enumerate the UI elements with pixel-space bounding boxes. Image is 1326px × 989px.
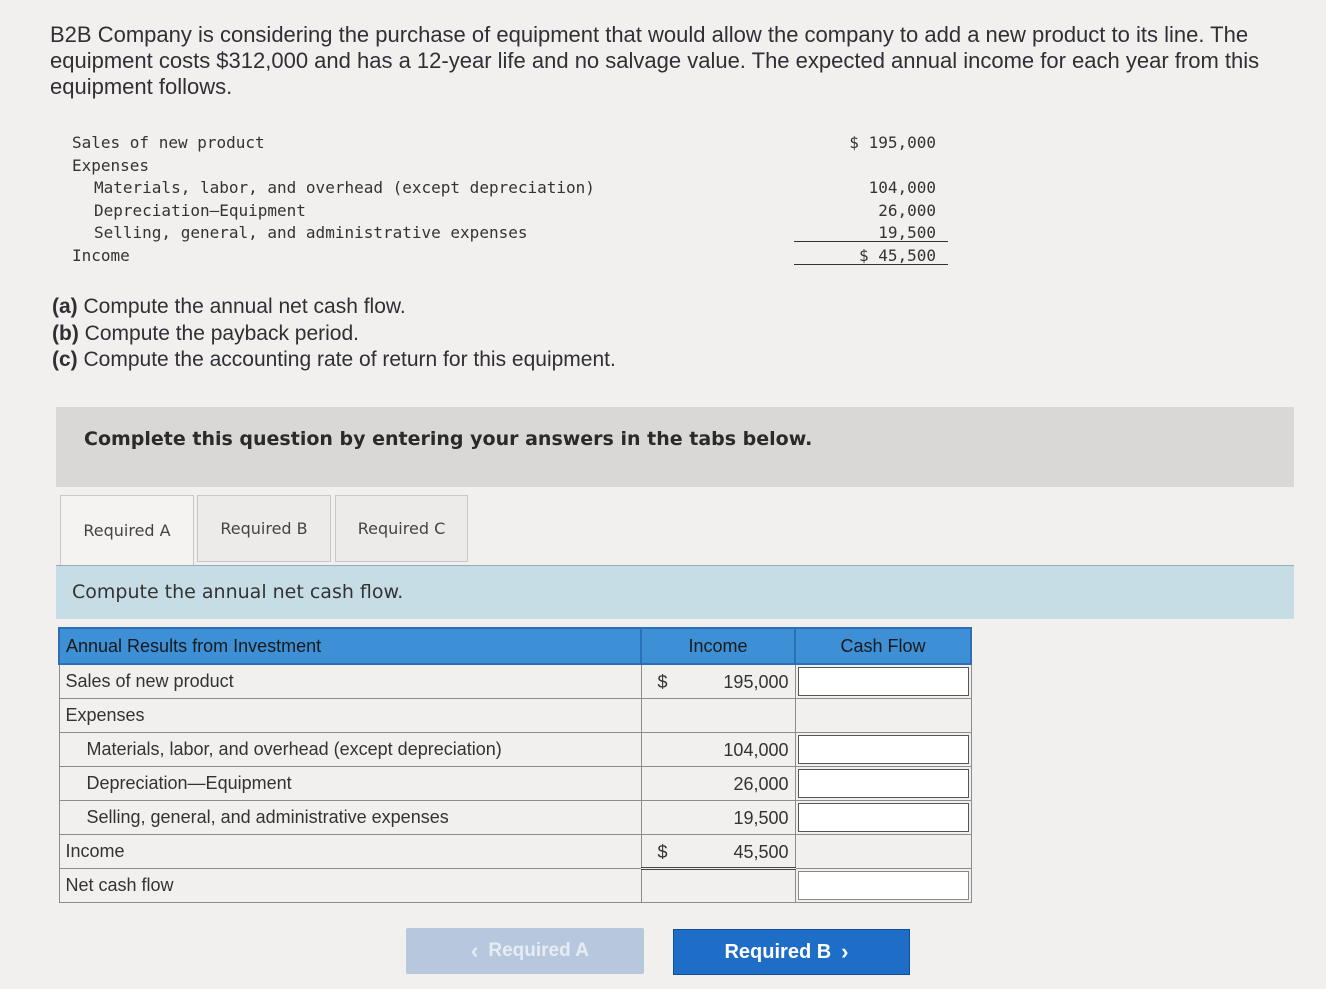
panel-heading-bar xyxy=(56,565,1294,619)
statement-total-rule xyxy=(794,264,948,265)
question-b xyxy=(52,321,616,348)
question-c xyxy=(52,347,616,374)
row-label: Income xyxy=(59,834,641,868)
income-cell xyxy=(641,834,795,868)
question-list xyxy=(52,294,616,374)
income-statement xyxy=(72,132,952,267)
cash-flow-cell xyxy=(795,664,971,698)
income-value: 45,500 xyxy=(733,841,789,862)
cash-flow-cell xyxy=(795,868,971,902)
income-cell xyxy=(641,766,795,800)
row-label: Depreciation—Equipment xyxy=(59,766,641,800)
cash-flow-cell xyxy=(795,800,971,834)
cash-flow-input-sales[interactable] xyxy=(798,667,969,696)
cash-flow-input-net[interactable] xyxy=(798,871,969,900)
instructions-banner xyxy=(56,407,1294,487)
question-a-letter: (a) xyxy=(52,295,78,318)
table-row xyxy=(59,766,971,800)
income-value: 104,000 xyxy=(723,739,789,760)
tab-required-a[interactable]: Required A xyxy=(60,495,194,565)
prev-button-label: Required A xyxy=(488,940,589,961)
statement-depreciation-label: Depreciation—Equipment xyxy=(94,200,306,220)
question-b-text: Compute the payback period. xyxy=(84,321,360,345)
cash-flow-input-materials[interactable] xyxy=(798,735,969,764)
statement-subtotal-rule xyxy=(794,241,948,242)
table-row xyxy=(59,664,971,698)
table-row xyxy=(59,800,971,834)
row-label: Net cash flow xyxy=(59,868,641,902)
table-row xyxy=(59,698,971,732)
row-label: Materials, labor, and overhead (except depreciation) xyxy=(59,732,641,766)
dollar-sign: $ xyxy=(657,672,668,692)
panel-heading: Compute the annual net cash flow. xyxy=(72,581,404,603)
header-annual-results: Annual Results from Investment xyxy=(59,628,641,664)
row-label: Selling, general, and administrative expenses xyxy=(59,800,641,834)
statement-sales-amount: $ 195,000 xyxy=(849,133,936,152)
table-row xyxy=(59,868,971,902)
question-b-letter: (b) xyxy=(52,321,79,345)
statement-depreciation-amount: 26,000 xyxy=(878,200,936,220)
income-cell xyxy=(641,698,795,732)
statement-row-expenses xyxy=(72,155,952,178)
statement-selling-amount: 19,500 xyxy=(878,223,936,242)
problem-intro: B2B Company is considering the purchase of equipment that would allow the company to add a new product to its line. The equipment costs $312,000 and has a 12-year life and no salvage value. The expected annual income for each year from this equipment follows. xyxy=(50,22,1260,99)
instructions-text: Complete this question by entering your answers in the tabs below. xyxy=(84,428,813,450)
statement-row-materials xyxy=(72,177,952,200)
table-row xyxy=(59,834,971,868)
question-a-text: Compute the annual net cash flow. xyxy=(83,295,406,318)
question-c-text: Compute the accounting rate of return for this equipment. xyxy=(83,348,616,371)
prev-required-button[interactable] xyxy=(406,928,644,974)
income-cell xyxy=(641,868,795,902)
income-value: 26,000 xyxy=(733,773,789,794)
income-cell xyxy=(641,800,795,834)
cash-flow-cell xyxy=(795,698,971,732)
dollar-sign: $ xyxy=(657,841,668,862)
income-value: 19,500 xyxy=(733,807,789,828)
header-income: Income xyxy=(641,628,795,664)
results-table xyxy=(58,627,972,903)
row-label: Expenses xyxy=(59,698,641,732)
question-c-letter: (c) xyxy=(52,348,78,371)
statement-materials-amount: 104,000 xyxy=(868,178,936,197)
chevron-right-icon: › xyxy=(841,939,849,964)
next-required-button[interactable] xyxy=(673,929,910,975)
statement-expenses-label: Expenses xyxy=(72,155,150,175)
cash-flow-cell xyxy=(795,834,971,868)
statement-sales-label: Sales of new product xyxy=(72,133,265,152)
statement-selling-label: Selling, general, and administrative expenses xyxy=(94,223,528,242)
cash-flow-input-depreciation[interactable] xyxy=(798,769,969,798)
income-cell xyxy=(641,732,795,766)
statement-row-sales xyxy=(72,132,952,155)
question-a xyxy=(52,294,616,321)
cash-flow-cell xyxy=(795,732,971,766)
table-row xyxy=(59,732,971,766)
header-cash-flow: Cash Flow xyxy=(795,628,971,664)
row-label: Sales of new product xyxy=(59,664,641,698)
cash-flow-input-selling[interactable] xyxy=(798,803,969,832)
next-button-label: Required B xyxy=(724,940,832,963)
statement-income-label: Income xyxy=(72,245,130,265)
statement-row-depreciation xyxy=(72,200,952,223)
cash-flow-cell xyxy=(795,766,971,800)
chevron-left-icon: ‹ xyxy=(471,938,479,963)
table-header-row xyxy=(59,628,971,664)
income-value: 195,000 xyxy=(723,672,789,692)
tab-required-b[interactable]: Required B xyxy=(197,495,331,562)
tab-required-c[interactable]: Required C xyxy=(335,495,468,562)
statement-materials-label: Materials, labor, and overhead (except depreciation) xyxy=(94,178,595,197)
income-cell xyxy=(641,664,795,698)
statement-income-amount: $ 45,500 xyxy=(858,245,936,265)
